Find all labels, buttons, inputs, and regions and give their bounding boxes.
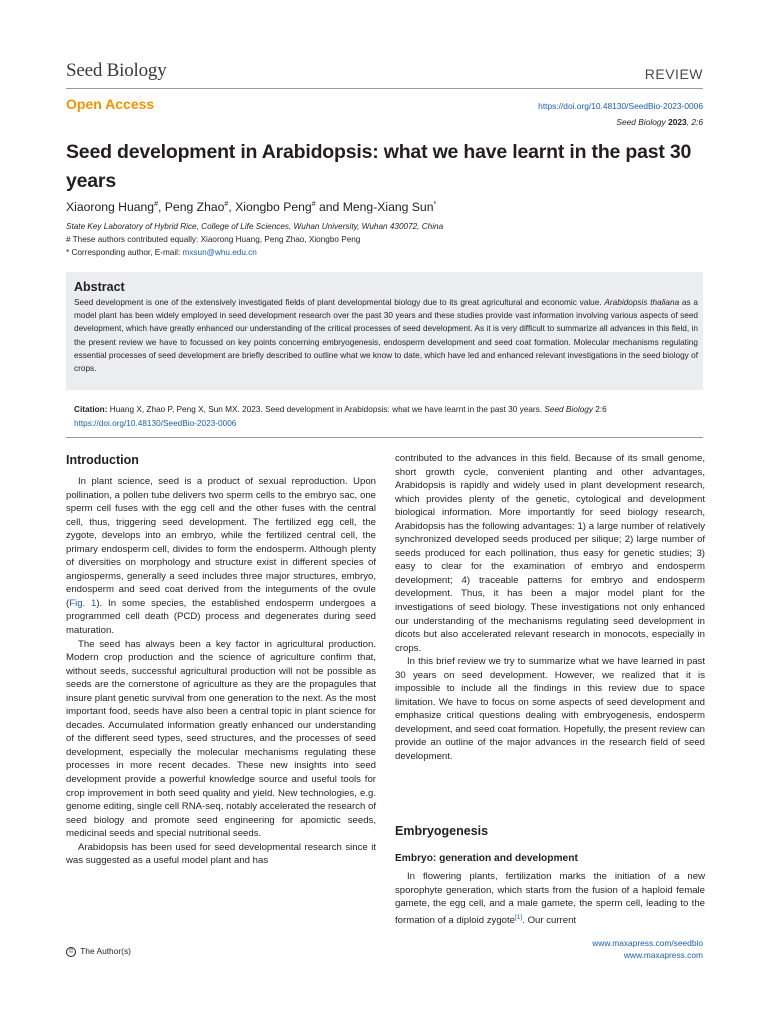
intro-paragraph-1 — [66, 475, 376, 638]
article-type: REVIEW — [644, 66, 703, 82]
email-link[interactable]: mxsun@whu.edu.cn — [182, 248, 257, 257]
citation-text: Huang X, Zhao P, Peng X, Sun MX. 2023. Seed development in Arabidopsis: what we have learnt in the past 30 years. — [107, 405, 545, 414]
intro-p1-text-end: ). In some species, the established endosperm undergoes a programmed cell death (PCD) process and degenerates during seed maturation. — [66, 597, 376, 637]
abstract-text — [74, 296, 698, 375]
embryo-subheading: Embryo: generation and development — [395, 853, 578, 864]
abstract-part1: Seed development is one of the extensively investigated fields of plant developmental biology due to its great agricultural and economic value. — [74, 298, 605, 307]
reference-1-link[interactable]: [1] — [515, 913, 523, 921]
copyright-icon: © — [66, 947, 76, 957]
author-list — [66, 200, 436, 214]
citation-divider — [66, 437, 703, 438]
footer-links — [592, 937, 703, 961]
intro-p1-text: In plant science, seed is a product of sexual reproduction. Upon pollination, a pollen tube delivers two sperm cells to the embryo sac, one sperm cell fuses with the egg cell and the other fuses with the central cell, thus, triggering seed development. The fertilized egg cell, the zygote, develops into an embryo, while the fertilized central cell, the primary endosperm cell, divides to form the endosperm. Although plenty of diversities on morphology and structure exist in different species of angiosperms, generally a seed includes three major structures, embryo, endosperm and seed coat derived from the integuments of the ovule ( — [66, 476, 376, 609]
figure-1-link[interactable]: Fig. 1 — [69, 597, 97, 609]
author-separator: , — [158, 200, 165, 214]
abstract-heading: Abstract — [74, 280, 125, 294]
author-and: and — [315, 200, 343, 214]
embryo-p1-text-end: . Our current — [522, 914, 577, 926]
right-paragraph-1: contributed to the advances in this field. Because of its small genome, short growth cycle, convenient planting and other advantages, Arabidopsis is rapidly and widely used in plant development research, which provides plenty of the genetic, cytological and development biological information. More importantly for seed biology research, Arabidopsis has the following advantages: 1) a large number of relatively synchronized developed seeds produced per silique; 2) large number of seeds produced for each pollination, thus easy for genetic studies; 3) easy to clear for the examination of embryo and endosperm development; 4) traceable patterns for embryo and endosperm development. Thus, it has been a major model plant for the investigations of seed biology. These investigations not only enhanced our understanding of the mechanisms regulating seed development in dicots but also accelerated relevant research in monocots, especially in crops. — [395, 453, 705, 654]
right-column — [395, 452, 705, 764]
author-mark: # — [224, 200, 229, 208]
embryo-column — [395, 870, 705, 927]
introduction-heading: Introduction — [66, 453, 139, 467]
journal-ref-volume: , 2:6 — [686, 117, 703, 127]
citation-volume: 2:6 — [593, 405, 607, 414]
citation-doi-link[interactable]: https://doi.org/10.48130/SeedBio-2023-0006 — [74, 418, 237, 428]
journal-reference — [616, 117, 703, 127]
journal-ref-year: 2023 — [668, 117, 687, 127]
author-mark: # — [311, 200, 316, 208]
citation-journal: Seed Biology — [544, 405, 593, 414]
embryogenesis-heading: Embryogenesis — [395, 824, 489, 838]
author-name: Peng Zhao — [164, 200, 225, 214]
copyright-text: The Author(s) — [80, 946, 131, 956]
journal-ref-name: Seed Biology — [616, 117, 666, 127]
author-name: Xiaorong Huang — [66, 200, 155, 214]
corresponding-prefix: * Corresponding author, E-mail: — [66, 248, 183, 257]
abstract-species: Arabidopsis thaliana — [604, 298, 680, 307]
citation-label: Citation: — [74, 405, 108, 414]
copyright — [66, 946, 131, 957]
intro-paragraph-3: Arabidopsis has been used for seed developmental research since it was suggested as a useful model plant and has — [66, 841, 376, 867]
right-paragraph-2: In this brief review we try to summarize what we have learned in past 30 years on seed development. However, we realized that it is impossible to include all the findings in this review due to space limitation. We have to focus on some aspects of seed development and emphasize critical questions dealing with embryogenesis, endosperm development, and seed coat formation. Hopefully, the present review can provide an outline of the major advances in the research field of seed development. — [395, 656, 705, 763]
left-column — [66, 475, 376, 868]
author-mark: # — [154, 200, 158, 208]
open-access-label: Open Access — [66, 96, 155, 112]
author-mark: * — [433, 200, 437, 208]
equal-contribution-note: # These authors contributed equally: Xiaorong Huang, Peng Zhao, Xiongbo Peng — [66, 235, 361, 244]
embryo-paragraph-1 — [395, 870, 705, 927]
author-separator: , — [228, 200, 236, 214]
article-title: Seed development in Arabidopsis: what we have learnt in the past 30 years — [66, 141, 692, 192]
author-name: Meng-Xiang Sun — [342, 200, 434, 214]
intro-paragraph-2: The seed has always been a key factor in agricultural production. Modern crop production and the science of agriculture confirm that, without seeds, successful agricultural production will not be possible as seeds are the cornerstone of agriculture as they are the propagules that insure plant genetic survival from one generation to the next. As the most important food, seeds have also been a central topic in plant science for decades. Accumulated information greatly enhanced our understanding of the different seed types, seed structures, and the processes of seed development, especially the molecular mechanisms regulating these processes in more recent decades. These new insights into seed development provide a powerful knowledge source and useful tools for crop improvement in both seed quality and yield. New technologies, e.g. genome editing, single cell RNA-seq, notably accelerated the research of seed biology and promote seed engineering for apomictic seeds, medicinal seeds and special nutritional seeds. — [66, 638, 376, 840]
corresponding-author — [66, 248, 257, 257]
journal-name: Seed Biology — [66, 60, 167, 81]
abstract-part2: as a model plant has been widely employed in seed development research over the past 30 years and these studies provide vast information involving various aspects of seed development, which have greatly enhanced our understanding of the critical processes of seed development. As it is very difficult to summarize all advances in this field, in the present review we have to focussed on key points concerning embryogenesis, endosperm development and seed coat formation. Molecular mechanisms regulating essential processes of seed development are briefly described to outline what we know to date, which have led and enhanced relevant investigations in the seed biology of crops. — [74, 298, 698, 374]
embryo-p1-text: In flowering plants, fertilization marks the initiation of a new sporophyte generation, which starts from the fusion of a haploid female gamete, the egg cell, and a male gamete, the sperm cell, leading to the formation of a diploid zygote — [395, 871, 705, 926]
author-name: Xiongbo Peng — [235, 200, 312, 214]
publisher-site-link[interactable]: www.maxapress.com — [623, 950, 703, 960]
doi-link[interactable]: https://doi.org/10.48130/SeedBio-2023-0006 — [538, 101, 703, 111]
affiliation: State Key Laboratory of Hybrid Rice, College of Life Sciences, Wuhan University, Wuhan 430072, China — [66, 222, 444, 231]
journal-site-link[interactable]: www.maxapress.com/seedbio — [592, 938, 703, 948]
header-divider — [66, 88, 703, 89]
citation — [74, 403, 698, 430]
